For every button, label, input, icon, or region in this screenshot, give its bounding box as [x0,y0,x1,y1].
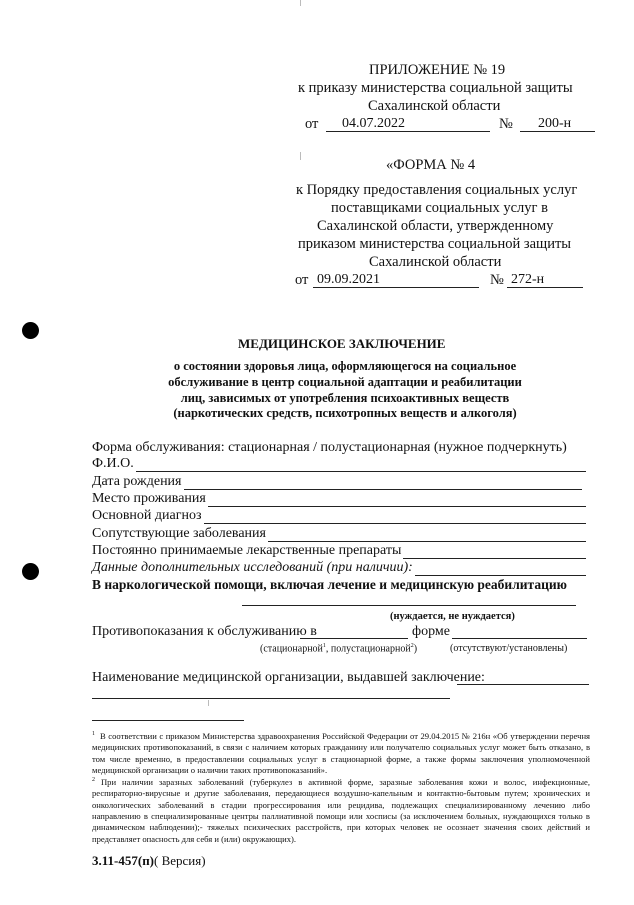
birth-date-row [92,473,582,490]
narcology-hint: (нуждается, не нуждается) [390,611,515,622]
fio-row [92,455,586,472]
narcology-field[interactable] [242,591,576,606]
main-diagnosis-field[interactable] [204,510,586,524]
appendix-date: 04.07.2022 [342,116,405,131]
punch-hole-bottom [22,563,39,580]
birth-date-label: Дата рождения [92,474,182,489]
contra-hint-form-b: , полустационарной [325,643,411,655]
scan-speck [300,152,301,160]
org-field-line2[interactable] [92,684,450,699]
org-label: Наименование медицинской организации, выдавшей заключение: [92,670,485,685]
residence-row [92,490,586,507]
appendix-line2: Сахалинской области [368,98,501,114]
contra-form-label: форме [412,624,450,639]
contra-form-field[interactable] [300,624,408,639]
appendix-date-line [326,117,490,132]
scan-speck [208,700,209,706]
contra-hint-form [260,643,417,654]
contra-status-field[interactable] [452,624,587,639]
appendix-number: 200-н [538,116,572,131]
form-date-line [313,273,479,288]
footnote-1-text: В соответствии с приказом Министерства здравоохранения Российской Федерации от 29.04.2015 № 216н «Об утверждении перечня медицинских противопоказаний, в связи с наличием которых гражданину или получателю социальных услуг может быть отказано, в том числе временно, в предоставлении социальных услуг в стационарной форме, а также формы заключения уполномоченной медицинской организации о наличии таких противопоказаний». [92,730,590,776]
form-title: «ФОРМА № 4 [386,157,476,173]
medications-label: Постоянно принимаемые лекарственные препараты [92,543,402,558]
footnote-1-mark: 1 [92,731,95,737]
contra-hint-status: (отсутствуют/установлены) [450,643,568,654]
document-subtitle-1: о состоянии здоровья лица, оформляющегося на социальное [173,359,517,373]
punch-hole-top [22,322,39,339]
narcology-label: В наркологической помощи, включая лечение и медицинскую реабилитацию [92,577,567,592]
main-diagnosis-row [92,507,586,524]
form-line2: поставщиками социальных услуг в [331,200,548,216]
birth-date-field[interactable] [184,476,583,490]
appendix-number-line [520,117,595,132]
document-subtitle-2: обслуживание в центр социальной адаптации и реабилитации [168,375,522,389]
medications-row [92,542,586,559]
appendix-from-label: от [305,116,319,132]
extra-studies-label: Данные дополнительных исследований (при наличии): [92,560,413,575]
form-line3: Сахалинской области, утвержденному [317,218,554,234]
contra-hint-form-c: ) [413,643,418,655]
extra-studies-field[interactable] [415,562,586,576]
medications-field[interactable] [403,545,586,559]
document-subtitle-4: (наркотических средств, психотропных веществ и алкоголя) [173,406,517,420]
form-date: 09.09.2021 [317,272,380,287]
contra-hint-sup2: 2 [410,643,414,649]
residence-label: Место проживания [92,491,206,506]
fio-field[interactable] [136,458,586,472]
scan-speck [300,0,301,6]
footnote-2-text: При наличии заразных заболеваний (туберкулез в активной форме, заразные заболевания кожи и волос, инфекционные, респираторно-вирусные и другие заболевания, передающиеся воздушно-капельным и контактно-бытовым путем; хронических и онкологических заболеваний в стадии прогрессирования или рецидива, подлежащих специализированному лечению либо направлению в специализированные центры паллиативной помощи или хосписы (за исключением больных, нуждающихся только в динамическом наблюдении);- тяжелых психических расстройств, при которых человек не осознает значения своих действий и представляет опасность для себя и (или) окружающих). [92,776,590,844]
comorbidities-label: Сопутствующие заболевания [92,526,266,541]
fio-label: Ф.И.О. [92,456,134,471]
comorbidities-row [92,525,586,542]
appendix-title: ПРИЛОЖЕНИЕ № 19 [369,62,506,78]
form-from-label: от [295,272,309,288]
footnote-2-mark: 2 [92,777,95,783]
form-number-line [507,273,583,288]
document-subtitle-3: лиц, зависимых от употребления психоактивных веществ [180,391,510,405]
appendix-num-label: № [499,116,513,132]
service-form-label: Форма обслуживания: стационарная / полустационарная (нужное подчеркнуть) [92,440,567,455]
form-code [92,853,206,869]
comorbidities-field[interactable] [268,528,586,542]
footnote-1 [92,729,590,776]
form-line5: Сахалинской области [369,254,502,270]
main-diagnosis-label: Основной диагноз [92,508,202,523]
footnote-separator [92,720,244,721]
footnote-2 [92,775,590,845]
document-title: МЕДИЦИНСКОЕ ЗАКЛЮЧЕНИЕ [238,336,446,351]
form-code-version: ( Версия) [154,853,206,868]
form-line1: к Порядку предоставления социальных услуг [296,182,578,198]
contra-hint-form-a: (стационарной [260,643,323,655]
form-code-number: 3.11-457(п) [92,853,155,868]
contra-label: Противопоказания к обслуживанию в [92,624,317,639]
form-number: 272-н [511,272,545,287]
contra-hint-sup1: 1 [322,643,326,649]
appendix-line1: к приказу министерства социальной защиты [298,80,573,96]
residence-field[interactable] [208,493,586,507]
form-line4: приказом министерства социальной защиты [298,236,572,252]
org-field-line1[interactable] [457,670,589,685]
extra-studies-row [92,559,586,576]
form-num-label: № [490,272,504,288]
